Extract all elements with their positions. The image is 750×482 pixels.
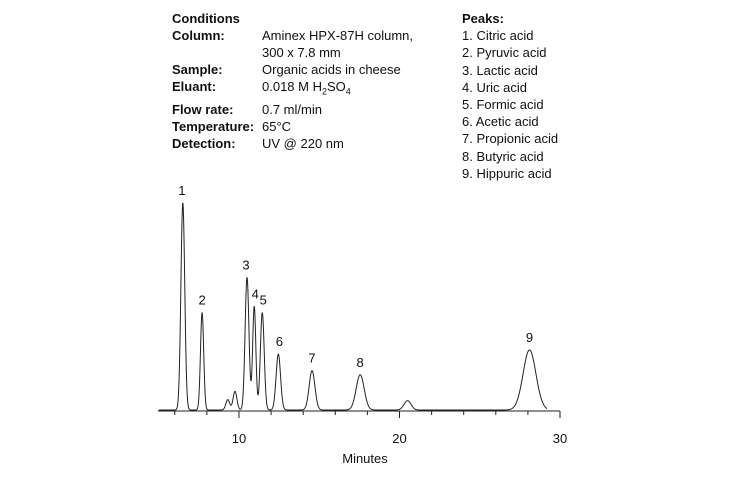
- peak-label-1: 1: [178, 183, 186, 198]
- column-label: Column:: [172, 28, 225, 43]
- peak-legend-item: 4. Uric acid: [462, 79, 528, 95]
- detection-value: UV @ 220 nm: [262, 135, 344, 151]
- peak-labels: [178, 183, 533, 370]
- peak-legend-item: 7. Propionic acid: [462, 131, 559, 147]
- peak-label-6: 6: [275, 334, 283, 350]
- peak-legend-item: 6. Acetic acid: [462, 114, 539, 130]
- peak-label-4: 4: [251, 286, 259, 302]
- peak-legend-item: 3. Lactic acid: [462, 62, 538, 78]
- peak-legend-item: 8. Butyric acid: [462, 148, 544, 164]
- x-tick-label: 10: [231, 431, 247, 446]
- peak-label-5: 5: [259, 292, 267, 308]
- x-axis: [158, 411, 567, 466]
- peak-label-8: 8: [356, 354, 364, 370]
- detection-label: Detection:: [172, 135, 236, 151]
- flow-value: 0.7 ml/min: [262, 101, 322, 117]
- flow-label: Flow rate:: [172, 101, 234, 117]
- temperature-value: 65°C: [262, 118, 292, 134]
- peak-legend-item: 1. Citric acid: [462, 28, 534, 44]
- x-tick-label: 30: [552, 431, 568, 446]
- trace-layer: [159, 203, 547, 410]
- peak-label-3: 3: [242, 257, 250, 273]
- conditions-title: Conditions: [172, 11, 240, 26]
- peak-legend-item: 2. Pyruvic acid: [462, 45, 547, 61]
- sample-label: Sample:: [172, 62, 223, 77]
- eluant-label: Eluant:: [172, 79, 217, 94]
- x-axis-label: Minutes: [342, 451, 388, 466]
- chromatogram-trace: [159, 203, 547, 410]
- peak-legend-item: 9. Hippuric acid: [462, 165, 552, 181]
- peak-label-2: 2: [198, 292, 206, 308]
- column-value-line1: Aminex HPX-87H column,: [262, 28, 413, 43]
- peak-label-9: 9: [525, 329, 534, 345]
- peak-label-7: 7: [308, 350, 316, 366]
- temperature-label: Temperature:: [172, 118, 255, 134]
- peak-legend-item: 5. Formic acid: [462, 97, 544, 113]
- sample-value: Organic acids in cheese: [262, 62, 401, 77]
- peaks-title: Peaks:: [462, 11, 504, 26]
- column-value-line2: 300 x 7.8 mm: [262, 45, 341, 60]
- x-tick-label: 20: [392, 431, 407, 446]
- eluant-value: 0.018 M $H_2SO_4$: [262, 79, 351, 97]
